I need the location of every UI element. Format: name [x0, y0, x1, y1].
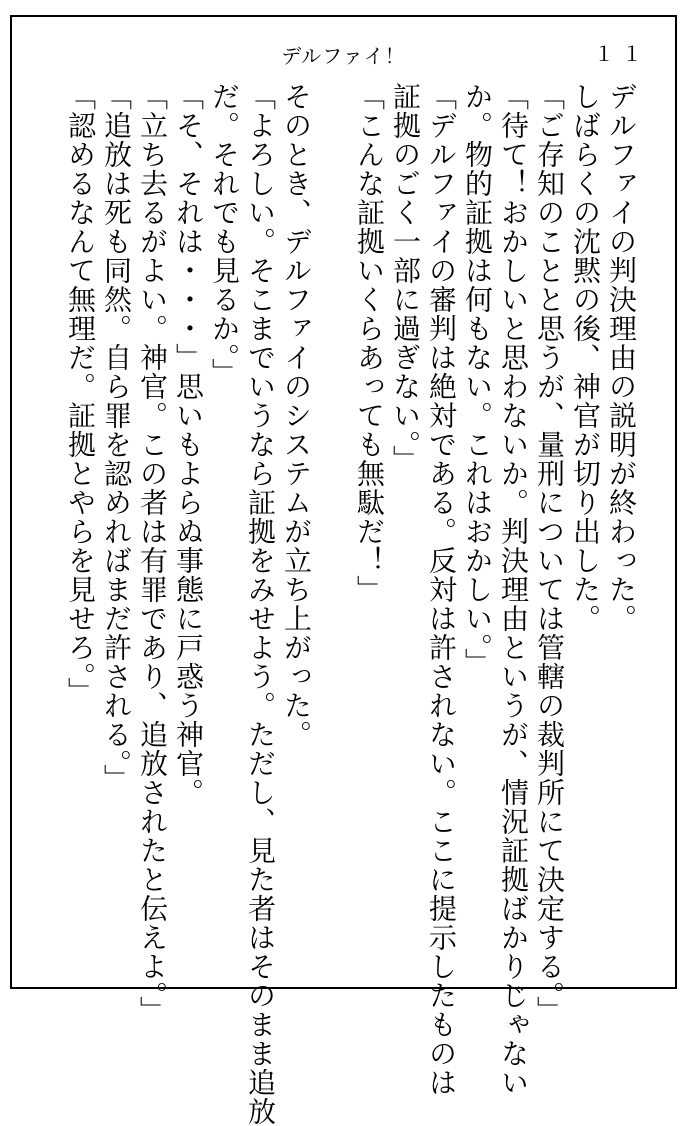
text-line: 「ご存知のことと思うが、量刑については管轄の裁判所にて決定する。」 [533, 82, 566, 1025]
text-line: 「デルファイの審判は絶対である。反対は許されない。ここに提示したものは [425, 82, 458, 1097]
paragraph-gap [314, 82, 351, 972]
page-number: １１ [594, 42, 650, 66]
text-line: 証拠のごく一部に過ぎない。」 [389, 82, 422, 474]
text-line: デルファイの判決理由の説明が終わった。 [605, 82, 638, 633]
text-line: 「追放は死も同然。自ら罪を認めればまだ許される。」 [100, 82, 133, 793]
text-line: だ。それでも見るか。」 [208, 82, 241, 387]
text-line: 「こんな証拠いくらあっても無駄だ！」 [353, 82, 386, 604]
text-line: 「認めるなんて無理だ。証拠とやらを見せろ。」 [64, 82, 97, 706]
page-frame [10, 15, 677, 1126]
page-title: デルファイ！ [281, 44, 406, 68]
text-line: しばらくの沈黙の後、神官が切り出した。 [569, 82, 602, 633]
text-line: 「そ、それは・・・」思いもよらぬ事態に戸惑う神官。 [172, 82, 205, 807]
vertical-text-body [62, 82, 639, 1126]
text-line: 「よろしい。そこまでいうなら証拠をみせよう。ただし、見た者はそのまま追放 [244, 82, 277, 1126]
text-line: 「待て！おかしいと思わないか。判決理由というが、情況証拠ばかりじゃない [497, 82, 530, 1097]
text-line: か。物的証拠は何もない。これはおかしい。」 [461, 82, 494, 677]
text-line: 「立ち去るがよい。神官。この者は有罪であり、追放されたと伝えよ。」 [136, 82, 169, 1025]
text-line: そのとき、デルファイのシステムが立ち上がった。 [280, 82, 313, 749]
